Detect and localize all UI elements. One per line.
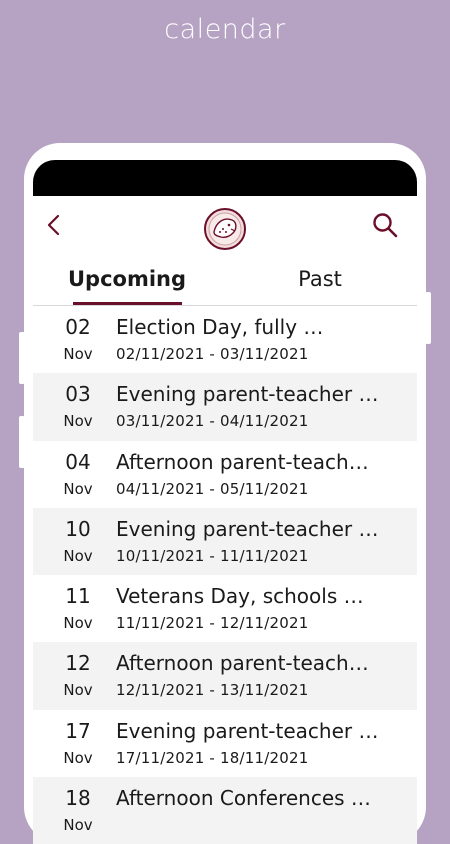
- event-month: Nov: [63, 748, 93, 767]
- event-row[interactable]: [33, 777, 417, 844]
- event-title: Afternoon Conferences …: [116, 786, 371, 811]
- event-row[interactable]: [33, 373, 417, 440]
- event-title: Evening parent-teacher …: [116, 718, 379, 743]
- event-row[interactable]: [33, 642, 417, 709]
- event-title: Election Day, fully …: [116, 315, 324, 339]
- status-bar: [33, 160, 417, 196]
- tab-upcoming-label: Upcoming: [67, 267, 187, 291]
- event-row[interactable]: [33, 575, 417, 642]
- event-title: Veterans Day, schools …: [116, 584, 364, 609]
- event-title: Afternoon parent-teach…: [116, 651, 369, 676]
- event-dates: 12/11/2021 - 13/11/2021: [116, 681, 309, 700]
- event-month: Nov: [63, 345, 93, 363]
- event-month: Nov: [63, 412, 93, 431]
- event-day: 03: [65, 382, 91, 407]
- app-bar: [33, 196, 417, 254]
- event-day: 02: [65, 315, 91, 339]
- event-day: 11: [65, 584, 91, 609]
- event-day: 12: [65, 651, 91, 676]
- event-row[interactable]: [33, 441, 417, 508]
- search-icon[interactable]: [371, 211, 399, 239]
- tab-past-label: Past: [298, 267, 342, 291]
- event-dates: 11/11/2021 - 12/11/2021: [116, 614, 309, 633]
- event-title: Evening parent-teacher …: [116, 516, 379, 541]
- event-title: Afternoon parent-teach…: [116, 449, 369, 474]
- event-month: Nov: [63, 546, 93, 565]
- event-dates: 10/11/2021 - 11/11/2021: [116, 546, 309, 565]
- event-row[interactable]: [33, 306, 417, 373]
- event-day: 10: [65, 516, 91, 541]
- app-screen: [33, 160, 417, 835]
- event-row[interactable]: [33, 710, 417, 777]
- event-dates: 03/11/2021 - 04/11/2021: [116, 412, 309, 431]
- event-dates: 17/11/2021 - 18/11/2021: [116, 748, 309, 767]
- event-day: 18: [65, 786, 91, 811]
- event-list: [33, 306, 417, 844]
- tab-bar: [33, 254, 417, 306]
- event-day: 17: [65, 718, 91, 743]
- school-logo: [204, 208, 246, 250]
- back-icon[interactable]: [43, 213, 67, 237]
- event-day: 04: [65, 449, 91, 474]
- event-month: Nov: [63, 614, 93, 633]
- tab-past[interactable]: [253, 254, 387, 305]
- event-dates: 04/11/2021 - 05/11/2021: [116, 479, 309, 498]
- event-month: Nov: [63, 816, 93, 835]
- event-month: Nov: [63, 479, 93, 498]
- tab-upcoming[interactable]: [59, 254, 195, 305]
- event-month: Nov: [63, 681, 93, 700]
- page-caption: calendar: [164, 14, 286, 45]
- active-tab-indicator: [73, 302, 182, 305]
- event-row[interactable]: [33, 508, 417, 575]
- event-dates: 02/11/2021 - 03/11/2021: [116, 345, 309, 363]
- event-title: Evening parent-teacher …: [116, 382, 379, 407]
